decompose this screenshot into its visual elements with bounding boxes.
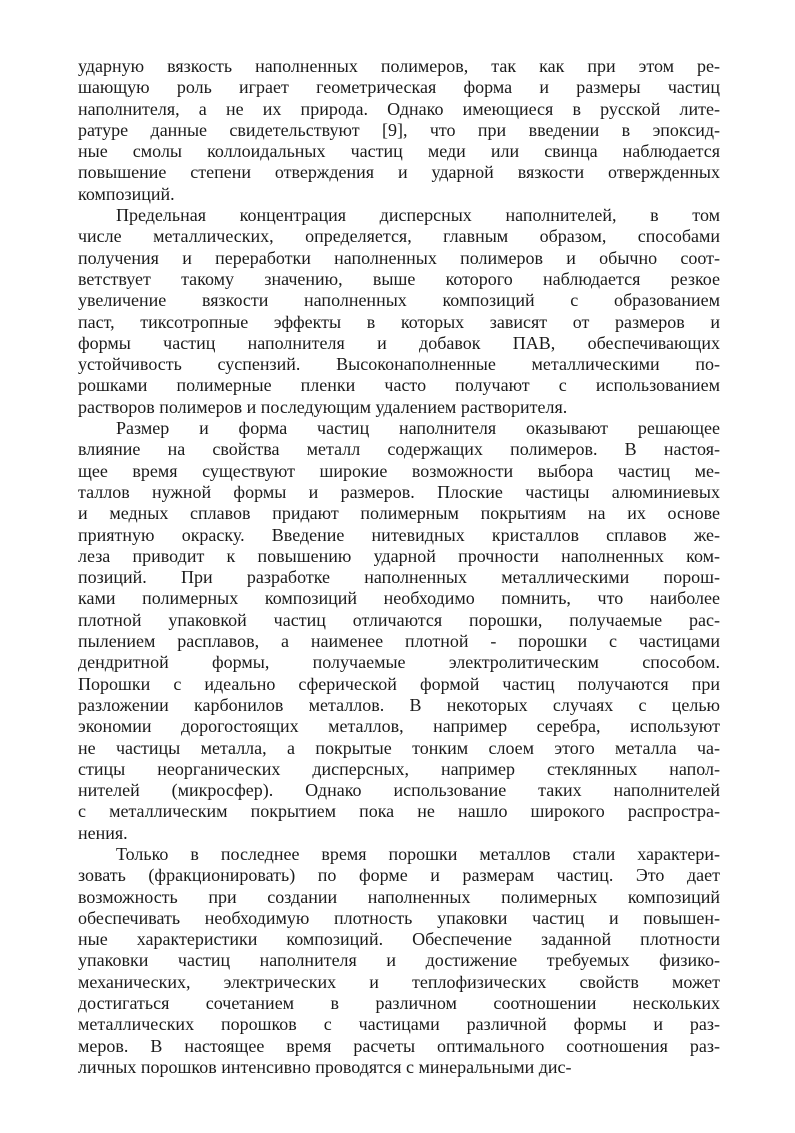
text-line: растворов полимеров и последующим удалением растворителя. [78, 396, 568, 417]
text-line: ратуре данные свидетельствуют [9], что при введении в эпоксид- [78, 119, 720, 140]
document-page [78, 56, 720, 1078]
text-line: повышение степени отверждения и ударной вязкости отвержденных [78, 162, 720, 183]
text-line: формы частиц наполнителя и добавок ПАВ, обеспечивающих [78, 332, 720, 353]
text-line: с металлическим покрытием пока не нашло широкого распростра- [78, 801, 720, 822]
paragraph-p3 [78, 418, 720, 844]
text-line: шающую роль играет геометрическая форма и размеры частиц [78, 77, 720, 98]
text-line: пылением расплавов, а наименее плотной - порошки с частицами [78, 631, 720, 652]
text-line: наполнителя, а не их природа. Однако имеющиеся в русской лите- [78, 98, 720, 119]
text-line: таллов нужной формы и размеров. Плоские частицы алюминиевых [78, 481, 720, 502]
text-line: механических, электрических и теплофизических свойств может [78, 971, 720, 992]
text-line: позиций. При разработке наполненных металлическими порош- [78, 567, 720, 588]
text-line: щее время существуют широкие возможности выбора частиц ме- [78, 460, 720, 481]
text-line: леза приводит к повышению ударной прочности наполненных ком- [78, 545, 720, 566]
paragraph-p2 [78, 205, 720, 418]
text-line: ветствует такому значению, выше которого наблюдается резкое [78, 268, 720, 289]
text-line: ками полимерных композиций необходимо помнить, что наиболее [78, 588, 720, 609]
text-line: устойчивость суспензий. Высоконаполненные металлическими по- [78, 354, 720, 375]
text-line: металлических порошков с частицами различной формы и раз- [78, 1014, 720, 1035]
text-line: меров. В настоящее время расчеты оптимального соотношения раз- [78, 1035, 720, 1056]
text-line: личных порошков интенсивно проводятся с минеральными дис- [78, 1056, 572, 1077]
text-line: Порошки с идеально сферической формой частиц получаются при [78, 673, 720, 694]
paragraph-p1 [78, 56, 720, 205]
text-line: нения. [78, 822, 128, 843]
text-line: плотной упаковкой частиц отличаются порошки, получаемые рас- [78, 609, 720, 630]
text-line: увеличение вязкости наполненных композиций с образованием [78, 290, 720, 311]
text-line: экономии дорогостоящих металлов, например серебра, используют [78, 716, 720, 737]
text-line: возможность при создании наполненных полимерных композиций [78, 886, 720, 907]
text-line: композиций. [78, 183, 175, 204]
text-line: достигаться сочетанием в различном соотношении нескольких [78, 993, 720, 1014]
text-line: рошками полимерные пленки часто получают с использованием [78, 375, 720, 396]
text-line: разложении карбонилов металлов. В некоторых случаях с целью [78, 694, 720, 715]
text-line: паст, тиксотропные эффекты в которых зависят от размеров и [78, 311, 720, 332]
text-line: получения и переработки наполненных полимеров и обычно соот- [78, 247, 720, 268]
text-line: ные характеристики композиций. Обеспечение заданной плотности [78, 929, 720, 950]
text-body [78, 56, 720, 1078]
text-line: дендритной формы, получаемые электролитическим способом. [78, 652, 720, 673]
text-line: влияние на свойства металл содержащих полимеров. В настоя- [78, 439, 720, 460]
text-line: упаковки частиц наполнителя и достижение требуемых физико- [78, 950, 720, 971]
text-line: не частицы металла, а покрытые тонким слоем этого металла ча- [78, 737, 720, 758]
text-line: зовать (фракционировать) по форме и размерам частиц. Это дает [78, 865, 720, 886]
text-line: Предельная концентрация дисперсных наполнителей, в том [116, 205, 720, 226]
text-line: ные смолы коллоидальных частиц меди или свинца наблюдается [78, 141, 720, 162]
paragraph-p4 [78, 844, 720, 1078]
text-line: Размер и форма частиц наполнителя оказывают решающее [116, 418, 720, 439]
text-line: обеспечивать необходимую плотность упаковки частиц и повышен- [78, 907, 720, 928]
text-line: ударную вязкость наполненных полимеров, так как при этом ре- [78, 56, 720, 76]
text-line: приятную окраску. Введение нитевидных кристаллов сплавов же- [78, 524, 720, 545]
text-line: числе металлических, определяется, главным образом, способами [78, 226, 720, 247]
text-line: Только в последнее время порошки металлов стали характери- [116, 843, 720, 864]
text-line: стицы неорганических дисперсных, например стеклянных напол- [78, 758, 720, 779]
text-line: и медных сплавов придают полимерным покрытиям на их основе [78, 503, 720, 524]
text-line: нителей (микросфер). Однако использование таких наполнителей [78, 780, 720, 801]
